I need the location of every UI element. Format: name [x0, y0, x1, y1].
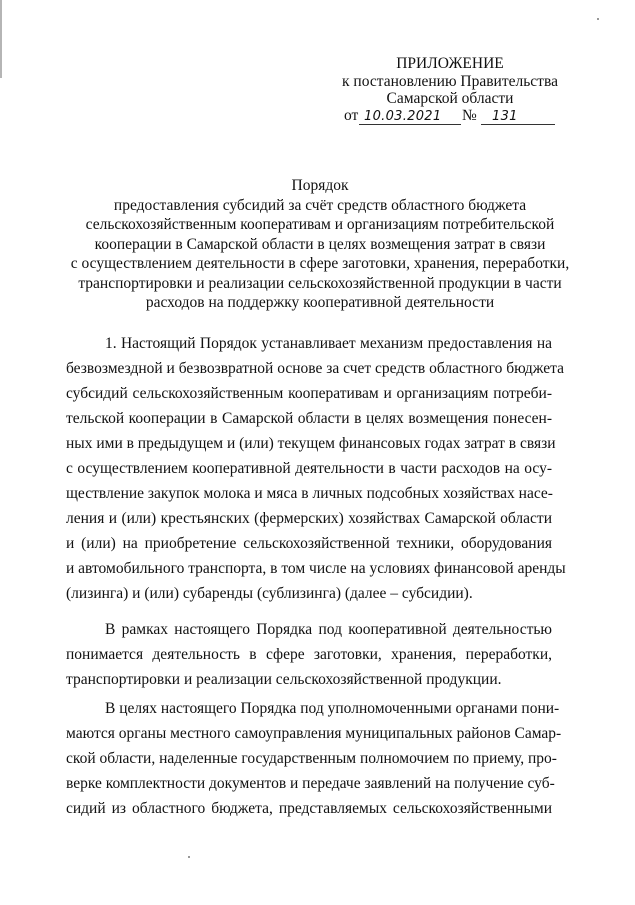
paragraph-line: субсидий сельскохозяйственным кооперативам и организациям потреби- [66, 385, 552, 402]
paragraph-line: В рамках настоящего Порядка под кооперативной деятельностью [105, 621, 552, 638]
date-prefix: от [344, 107, 359, 124]
paragraph-1 [66, 331, 566, 606]
scan-left-edge [0, 0, 2, 78]
title-line: предоставления субсидий за счёт средств областного бюджета [113, 196, 527, 214]
title-line: транспортировки и реализации сельскохозяйственной продукции в части [78, 274, 562, 292]
paragraph-line: и (или) на приобретение сельскохозяйственной техники, оборудования [66, 535, 552, 552]
title-line: с осуществлением деятельности в сфере заготовки, хранения, переработки, [70, 255, 570, 272]
paragraph-line: и автомобильного транспорта, в том числе на условиях финансовой аренды [66, 560, 566, 577]
appendix-title: ПРИЛОЖЕНИЕ [396, 55, 504, 72]
date-underline [359, 124, 461, 125]
scan-speck [188, 856, 190, 858]
paragraph-line: ных ими в предыдущем и (или) текущем финансовых годах затрат в связи [66, 435, 556, 452]
paragraph-line: ществление закупок молока и мяса в личных подсобных хозяйствах насе- [66, 485, 553, 502]
paragraph-line: верке комплектности документов и передаче заявлений на получение суб- [66, 775, 555, 792]
paragraph-line: (лизинга) и (или) субаренды (сублизинга) (далее – субсидии). [66, 585, 473, 602]
title-line: сельскохозяйственным кооперативам и организациям потребительской [85, 216, 555, 233]
paragraph-line: с осуществлением кооперативной деятельности в части расходов на осу- [66, 460, 552, 477]
document-title [40, 176, 600, 313]
title-line: расходов на поддержку кооперативной деятельности [145, 294, 495, 311]
paragraph-line: В целях настоящего Порядка под уполномоченными органами пони- [105, 700, 560, 717]
paragraph-3 [66, 696, 562, 821]
paragraph-line: понимается деятельность в сфере заготовки, хранения, переработки, [66, 646, 552, 663]
paragraph-line: ской области, наделенные государственным полномочием по приему, про- [66, 750, 557, 767]
appendix-decree-line: к постановлению Правительства [342, 73, 558, 90]
number-sign: № [462, 107, 477, 124]
appendix-region-line: Самарской области [386, 90, 514, 107]
handwritten-date: 10.03.2021 [364, 109, 442, 124]
paragraph-line: ления и (или) крестьянских (фермерских) хозяйствах Самарской области [66, 510, 552, 527]
paragraph-line: транспортировки и реализации сельскохозяйственной продукции. [66, 671, 502, 688]
handwritten-number: 131 [492, 109, 518, 124]
paragraph-line: тельской кооперации в Самарской области в целях возмещения понесен- [66, 410, 552, 427]
paragraph-line: сидий из областного бюджета, представляемых сельскохозяйственными [66, 800, 552, 817]
paragraph-line: безвозмездной и безвозвратной основе за счет средств областного бюджета [66, 360, 565, 377]
scan-speck [597, 18, 599, 20]
title-line: кооперации в Самарской области в целях возмещения затрат в связи [94, 235, 546, 253]
title-heading: Порядок [291, 177, 349, 194]
paragraph-line: 1. Настоящий Порядок устанавливает механизм предоставления на [105, 335, 552, 352]
number-underline [481, 124, 555, 125]
paragraph-line: маются органы местного самоуправления муниципальных районов Самар- [66, 725, 562, 742]
paragraph-2 [66, 617, 552, 692]
